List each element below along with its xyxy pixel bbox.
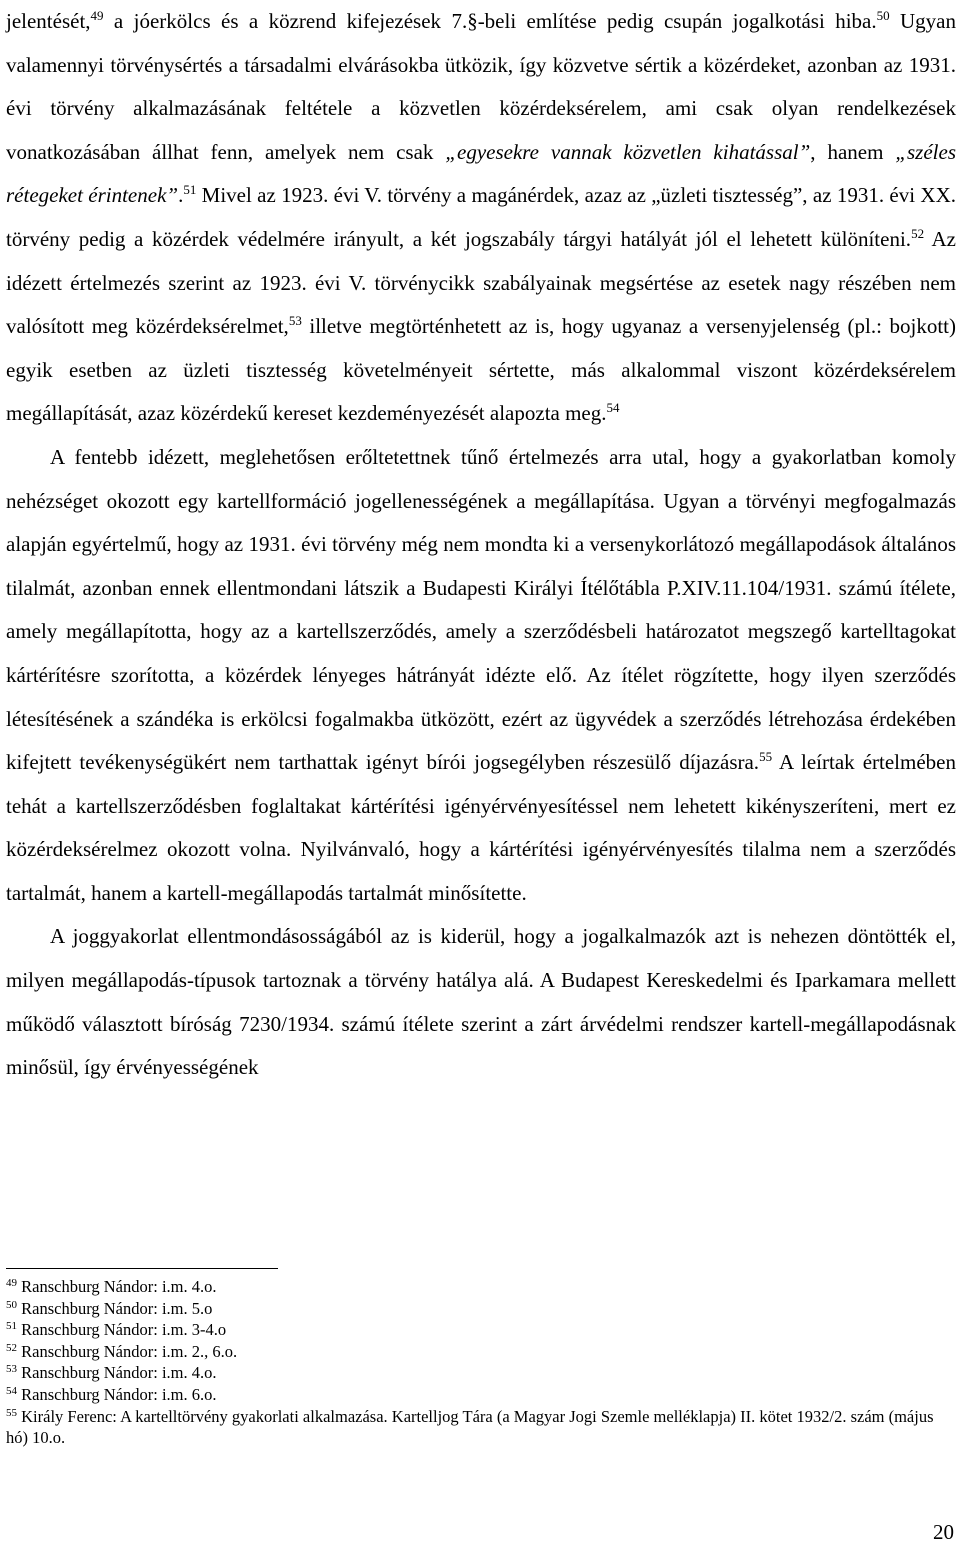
footnote-ref: 52	[911, 225, 925, 241]
text-run: Mivel az 1923. évi V. törvény a magánérdek, azaz az „üzleti tisztesség”, az 1931. évi XX. törvény pedig a közérdek védelmére irányult, a két jogszabály tárgyi hatályát jól el lehetett különíteni.	[6, 183, 956, 251]
footnote-number: 51	[6, 1320, 17, 1333]
text-run: A leírtak értelmében tehát a kartellszerződésben foglaltakat kártérítési igényérvényesítéssel nem lehetett kikényszeríteni, mert ez közérdeksérelmez okozott volna. Nyilvánvaló, hogy a kártérítési igényérvényesítés tilalma nem a szerződés tartalmát, hanem a kartell-megállapodás tartalmát minősítette.	[6, 750, 956, 905]
footnote	[6, 1298, 956, 1320]
text-run: jelentését,	[6, 9, 91, 33]
footnote-text: Ranschburg Nándor: i.m. 6.o.	[17, 1384, 217, 1404]
text-run: A fentebb idézett, meglehetősen erőltetettnek tűnő értelmezés arra utal, hogy a gyakorlatban komoly nehézséget okozott egy kartellformáció jogellenességének a megállapítása. Ugyan a törvényi megfogalmazás alapján egyértelmű, hogy az 1931. évi törvény még nem mondta ki a versenykorlátozó megállapodások általános tilalmát, azonban ennek ellentmondani látszik a Budapesti Királyi Ítélőtábla P.XIV.11.104/1931. számú ítélete, amely megállapította, hogy az a kartellszerződés, amely a szerződésbeli határozatot megszegő kartelltagokat kártérítésre szorította, a közérdek lényeges hátrányát idézte elő. Az ítélet rögzítette, hogy ilyen szerződés létesítésének a szándéka is erkölcsi fogalmakba ütközött, ezért az ügyvédek a szerződés létrehozása érdekében kifejtett tevékenységükért nem tarthattak igényt bírói jogsegélyben részesülő díjazásra.	[6, 444, 956, 775]
text-run: a jóerkölcs és a közrend kifejezések 7.§-beli említése pedig csupán jogalkotási hiba.	[103, 9, 877, 33]
footnotes	[6, 1276, 956, 1449]
footnote-ref: 54	[606, 400, 620, 416]
paragraph	[6, 915, 956, 1089]
footnote	[6, 1276, 956, 1298]
footnote-ref: 53	[288, 313, 302, 329]
footnote	[6, 1406, 956, 1449]
footnote-number: 55	[6, 1406, 17, 1419]
footnote-separator	[6, 1268, 278, 1269]
footnote	[6, 1319, 956, 1341]
footnote	[6, 1341, 956, 1363]
footnote	[6, 1362, 956, 1384]
text-run: , hanem	[810, 139, 896, 164]
footnote-text: Ranschburg Nándor: i.m. 4.o.	[17, 1363, 217, 1383]
footnote-ref: 55	[759, 749, 773, 765]
footnote-ref: 49	[90, 8, 104, 23]
footnote-text: Ranschburg Nándor: i.m. 2., 6.o.	[17, 1341, 238, 1361]
footnote-text: Ranschburg Nándor: i.m. 5.o	[17, 1298, 213, 1318]
footnote-text: Király Ferenc: A kartelltörvény gyakorlati alkalmazása. Kartelljog Tára (a Magyar Jogi Szemle melléklapja) II. kötet 1932/2. szám (május hó) 10.o.	[6, 1406, 934, 1448]
footnote-text: Ranschburg Nándor: i.m. 4.o.	[17, 1277, 217, 1296]
paragraph	[6, 0, 956, 436]
footnote	[6, 1384, 956, 1406]
footnote-number: 49	[6, 1277, 17, 1289]
text-run: illetve megtörténhetett az is, hogy ugyanaz a versenyjelenség (pl.: bojkott) egyik esetben az üzleti tisztesség követelményeit sértette, más alkalommal viszont közérdeksérelem megállapítását, azaz közérdekű kereset kezdeményezését alapozta meg.	[6, 314, 956, 426]
text-run: „egyesekre vannak közvetlen kihatással”	[445, 139, 811, 164]
text-run: Az idézett értelmezés szerint az 1923. évi V. törvénycikk szabályainak megsértése az esetek nagy részében nem valósított meg közérdeksérelmet,	[6, 226, 957, 339]
text-run: „széles rétegeket érintenek”	[6, 139, 957, 208]
text-run: .	[178, 183, 184, 208]
text-run: A joggyakorlat ellentmondásosságából az is kiderül, hogy a jogalkalmazók azt is nehezen döntötték el, milyen megállapodás-típusok tartoznak a törvény hatálya alá. A Budapest Kereskedelmi és Iparkamara mellett működő választott bíróság 7230/1934. számú ítélete szerint a zárt árvédelmi rendszer kartell-megállapodásnak minősül, így érvényességének	[6, 924, 956, 1080]
paragraph	[6, 436, 956, 916]
footnote-ref: 50	[876, 8, 890, 23]
footnote-number: 54	[6, 1384, 17, 1397]
footnote-text: Ranschburg Nándor: i.m. 3-4.o	[17, 1320, 227, 1340]
footnote-ref: 51	[183, 182, 197, 198]
page-number: 20	[933, 1520, 954, 1544]
text-run: Ugyan valamennyi törvénysértés a társadalmi elvárásokba ütközik, így közvetve sértik a közérdeket, azonban az 1931. évi törvény alkalmazásának feltétele a közvetlen közérdeksérelem, ami csak olyan rendelkezések vonatkozásában állhat fenn, amelyek nem csak	[6, 9, 956, 164]
footnote-number: 53	[6, 1363, 17, 1376]
footnote-number: 52	[6, 1341, 17, 1354]
footnote-number: 50	[6, 1298, 17, 1311]
main-text	[6, 0, 956, 1090]
